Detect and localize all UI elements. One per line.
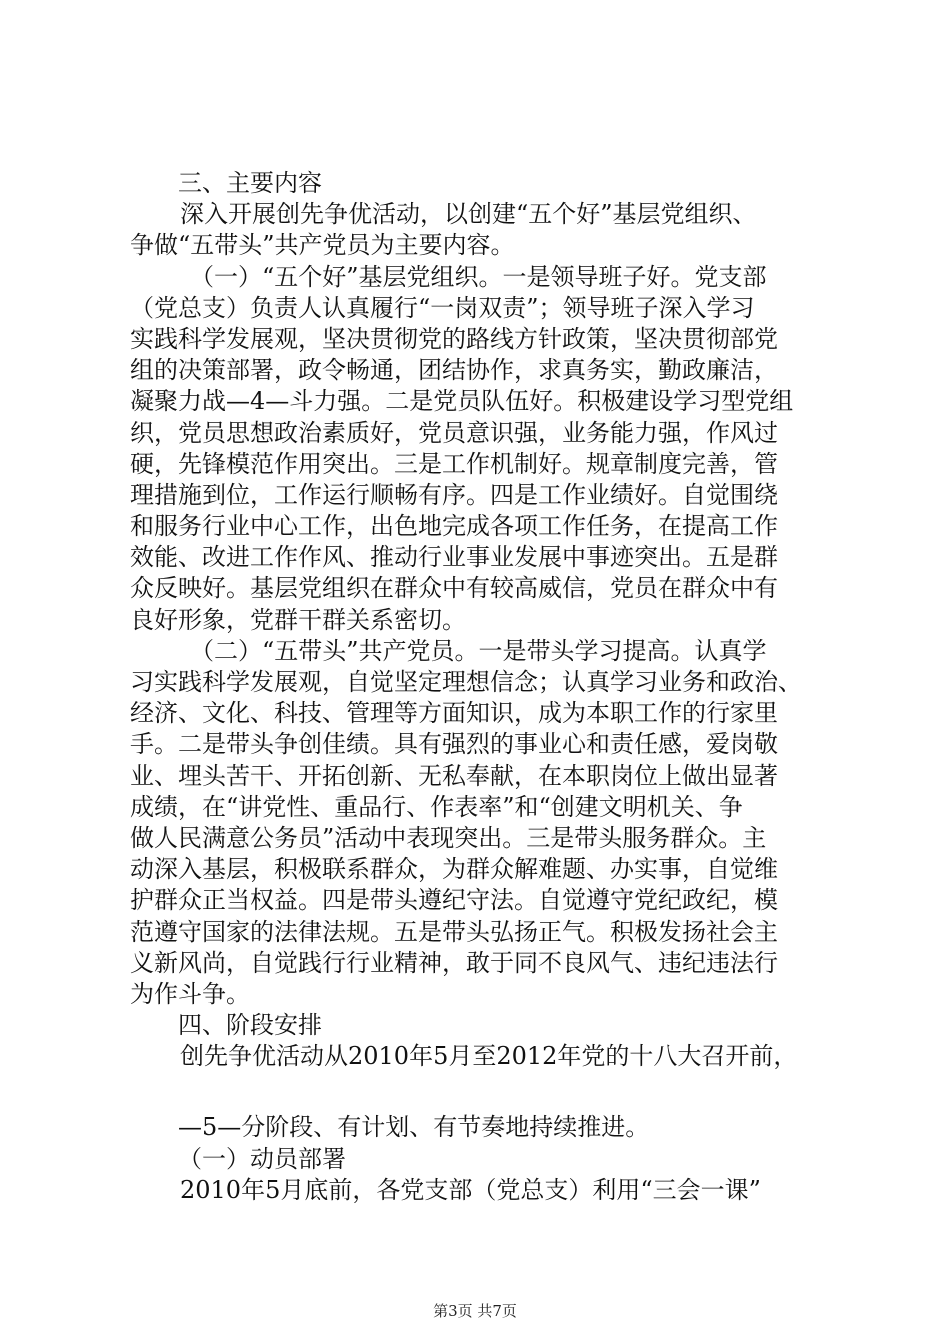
paragraph-line: 业、埋头苦干、开拓创新、无私奉献，在本职岗位上做出显著 (130, 761, 778, 790)
paragraph-line: 范遵守国家的法律法规。五是带头弘扬正气。积极发扬社会主 (130, 917, 778, 946)
document-body (130, 168, 830, 1206)
paragraph-line: 凝聚力战—4—斗力强。二是党员队伍好。积极建设学习型党组 (130, 387, 794, 416)
subsection-heading-five-lead: （二）“五带头”共产党员。一是带头学习提高。认真学 (190, 636, 767, 665)
paragraph-line: 良好形象，党群干群关系密切。 (130, 605, 466, 634)
subsection-heading-five-good: （一）“五个好”基层党组织。一是领导班子好。党支部 (190, 262, 767, 291)
paragraph-line: 硬，先锋模范作用突出。三是工作机制好。规章制度完善，管 (130, 449, 778, 478)
section-heading-stage-arrangement: 四、阶段安排 (178, 1011, 322, 1040)
paragraph-line: 创先争优活动从2010年5月至2012年党的十八大召开前， (180, 1042, 798, 1071)
section-heading-main-content: 三、主要内容 (178, 169, 322, 197)
paragraph-line: 手。二是带头争创佳绩。具有强烈的事业心和责任感，爱岗敬 (130, 730, 778, 759)
paragraph-line: 2010年5月底前，各党支部（党总支）利用“三会一课” (180, 1175, 761, 1204)
paragraph-line: 习实践科学发展观，自觉坚定理想信念；认真学习业务和政治、 (130, 668, 802, 696)
paragraph-line: 为作斗争。 (130, 979, 250, 1008)
page-break-gap (130, 1072, 830, 1112)
paragraph-line: 深入开展创先争优活动，以创建“五个好”基层党组织、 (180, 200, 757, 229)
paragraph-line: 理措施到位，工作运行顺畅有序。四是工作业绩好。自觉围绕 (130, 480, 778, 509)
paragraph-line: —5—分阶段、有计划、有节奏地持续推进。 (178, 1113, 650, 1142)
paragraph-line: （党总支）负责人认真履行“一岗双责”；领导班子深入学习 (130, 293, 755, 322)
paragraph-line: 众反映好。基层党组织在群众中有较高威信，党员在群众中有 (130, 574, 778, 603)
paragraph-line: 组的决策部署，政令畅通，团结协作，求真务实，勤政廉洁， (130, 356, 778, 385)
paragraph-line: 和服务行业中心工作，出色地完成各项工作任务，在提高工作 (130, 512, 778, 541)
paragraph-line: 经济、文化、科技、管理等方面知识，成为本职工作的行家里 (130, 699, 778, 728)
paragraph-line: 动深入基层，积极联系群众，为群众解难题、办实事，自觉维 (130, 855, 778, 884)
paragraph-line: 护群众正当权益。四是带头遵纪守法。自觉遵守党纪政纪，模 (130, 886, 778, 915)
paragraph-line: 织，党员思想政治素质好，党员意识强，业务能力强，作风过 (130, 418, 778, 447)
paragraph-line: 实践科学发展观，坚决贯彻党的路线方针政策，坚决贯彻部党 (130, 324, 778, 353)
paragraph-line: 争做“五带头”共产党员为主要内容。 (130, 231, 515, 260)
page-footer: 第3页 共7页 (433, 1302, 517, 1320)
subsection-heading-mobilization: （一）动员部署 (178, 1144, 346, 1173)
paragraph-line: 义新风尚，自觉践行行业精神，敢于同不良风气、违纪违法行 (130, 948, 778, 977)
paragraph-line: 效能、改进工作作风、推动行业事业发展中事迹突出。五是群 (130, 543, 778, 572)
paragraph-line: 做人民满意公务员”活动中表现突出。三是带头服务群众。主 (130, 823, 767, 852)
paragraph-line: 成绩，在“讲党性、重品行、作表率”和“创建文明机关、争 (130, 792, 743, 821)
